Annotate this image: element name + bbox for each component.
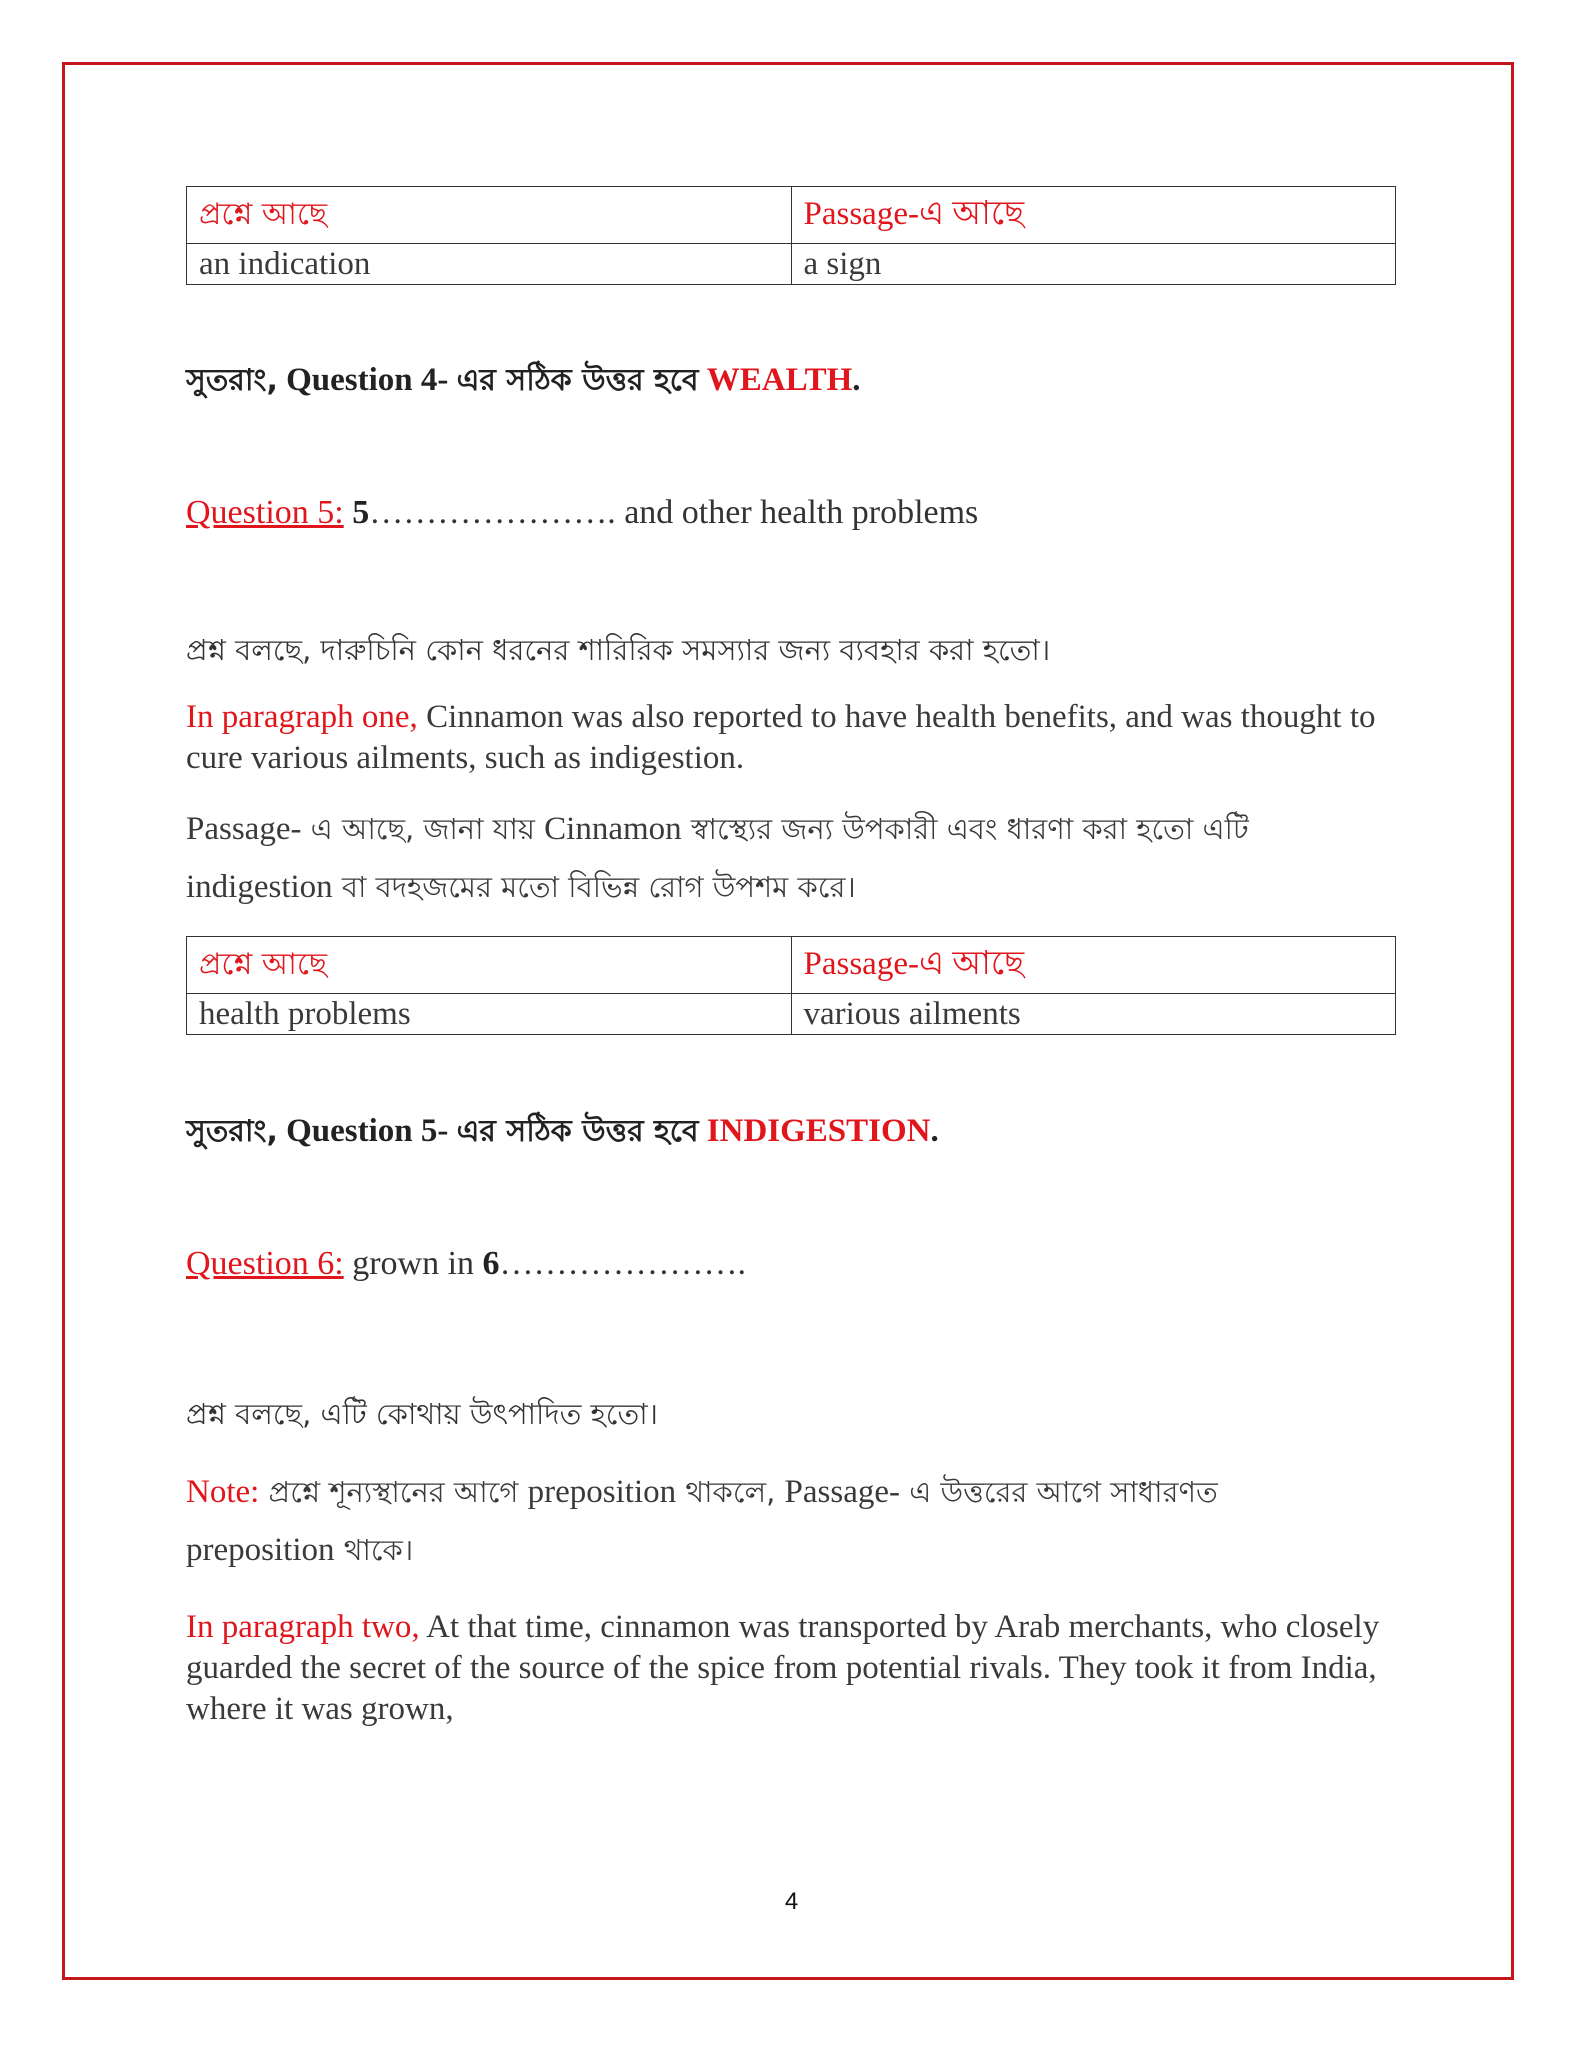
question-5-label: Question 5: xyxy=(186,494,344,531)
table-header-passage: Passage-এ আছে xyxy=(791,937,1396,994)
table-header-question: প্রশ্নে আছে xyxy=(187,937,792,994)
answer-indigestion: INDIGESTION xyxy=(706,1113,931,1149)
question-6: Question 6: grown in 6…………………. xyxy=(186,1245,747,1282)
conclusion-question-5: সুতরাং, Question 5- এর সঠিক উত্তর হবে INDIGESTION. xyxy=(186,1113,939,1149)
question-6-label: Question 6: xyxy=(186,1245,344,1282)
paragraph-two-quote: In paragraph two, At that time, cinnamon was transported by Arab merchants, who closely guarded the secret of the source of the spice from potential rivals. They took it from India, where it was grown, xyxy=(186,1609,1380,1727)
table-cell-question: health problems xyxy=(187,994,792,1035)
table-header-question: প্রশ্নে আছে xyxy=(187,187,792,244)
table-row xyxy=(187,994,1396,1035)
paragraph-one-label: In paragraph one, xyxy=(186,699,418,735)
note-label: Note: xyxy=(186,1474,260,1510)
paragraph-one-quote: In paragraph one, Cinnamon was also reported to have health benefits, and was thought to cure various ailments, such as indigestion. xyxy=(186,699,1376,776)
question-5: Question 5: 5…………………. and other health problems xyxy=(186,494,979,531)
table-header-row xyxy=(187,187,1396,244)
table-cell-passage: various ailments xyxy=(791,994,1396,1035)
paragraph-one-explanation: Passage- এ আছে, জানা যায় Cinnamon স্বাস্থ্যের জন্য উপকারী এবং ধারণা করা হতো এটি indigestion বা বদহজমের মতো বিভিন্ন রোগ উপশম করে। xyxy=(186,811,1249,905)
table-header-row xyxy=(187,937,1396,994)
comparison-table-2 xyxy=(186,936,1396,1035)
comparison-table-1 xyxy=(186,186,1396,285)
note: Note: প্রশ্নে শূন্যস্থানের আগে preposition থাকলে, Passage- এ উত্তরের আগে সাধারণত preposition থাকে। xyxy=(186,1474,1218,1568)
conclusion-question-4: সুতরাং, Question 4- এর সঠিক উত্তর হবে WEALTH. xyxy=(186,362,861,398)
table-header-passage: Passage-এ আছে xyxy=(791,187,1396,244)
page-number: 4 xyxy=(784,1888,799,1915)
table-cell-passage: a sign xyxy=(791,244,1396,285)
question-6-explanation: প্রশ্ন বলছে, এটি কোথায় উৎপাদিত হতো। xyxy=(186,1397,658,1431)
question-5-explanation: প্রশ্ন বলছে, দারুচিনি কোন ধরনের শারিরিক সমস্যার জন্য ব্যবহার করা হতো। xyxy=(186,633,1051,667)
paragraph-two-label: In paragraph two, xyxy=(186,1609,420,1645)
table-cell-question: an indication xyxy=(187,244,792,285)
table-row xyxy=(187,244,1396,285)
answer-wealth: WEALTH xyxy=(706,362,853,398)
